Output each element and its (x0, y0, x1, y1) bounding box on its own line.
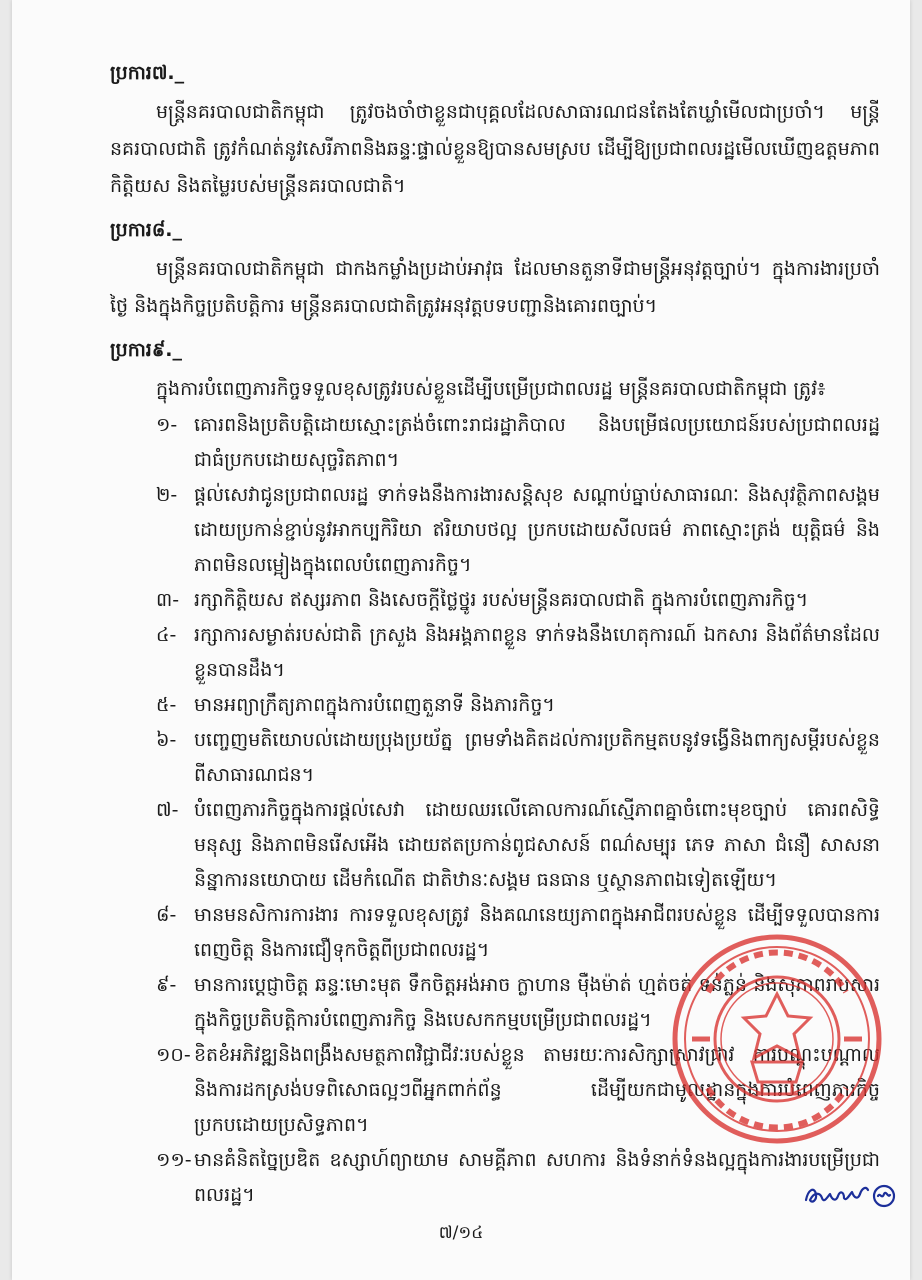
list-item: ១- គោរពនិងប្រតិបត្តិដោយស្មោះត្រង់ចំពោះរាជរដ្ឋាភិបាល និងបម្រើផលប្រយោជន៍របស់ប្រជាពលរដ្ឋជាធំប្រកបដោយសុច្ចរិតភាព។ (156, 414, 880, 471)
list-item: ២- ផ្តល់សេវាជូនប្រជាពលរដ្ឋ ទាក់ទងនឹងការងារសន្តិសុខ សណ្តាប់ធ្នាប់សាធារណៈ និងសុវត្ថិភាពសង្គម ដោយប្រកាន់ខ្ជាប់នូវអាកប្បកិរិយា ឥរិយាបថល្អ ប្រកបដោយសីលធម៌ ភាពស្មោះត្រង់ យុត្តិធម៌ និងភាពមិនលម្អៀងក្នុងពេលបំពេញភារកិច្ច។ (156, 484, 880, 576)
signature-icon (802, 1176, 902, 1212)
article-8-paragraph: មន្ត្រីនគរបាលជាតិកម្ពុជា ជាកងកម្លាំងប្រដាប់អាវុធ ដែលមានតួនាទីជាមន្ត្រីអនុវត្តច្បាប់។ ក្នុងការងារប្រចាំថ្ងៃ និងក្នុងកិច្ចប្រតិបត្តិការ មន្ត្រីនគរបាលជាតិត្រូវអនុវត្តបទបញ្ជានិងគោរពច្បាប់។ (110, 258, 880, 317)
official-seal-icon (670, 932, 884, 1146)
document-page (12, 0, 910, 1280)
article-9-intro: ក្នុងការបំពេញភារកិច្ចទទួលខុសត្រូវរបស់ខ្លួនដើម្បីបម្រើប្រជាពលរដ្ឋ មន្ត្រីនគរបាលជាតិកម្ពុជា ត្រូវ៖ (156, 378, 826, 400)
list-item: ៥- មានអព្យាក្រឹត្យភាពក្នុងការបំពេញតួនាទី និងភារកិច្ច។ (156, 694, 555, 716)
list-item: ៧- បំពេញភារកិច្ចក្នុងការផ្តល់សេវា ដោយឈរលើគោលការណ៍ស្មើភាពគ្នាចំពោះមុខច្បាប់ គោរពសិទ្ធិមនុស្ស និងភាពមិនរើសអើង ដោយឥតប្រកាន់ពូជសាសន៍ ពណ៌សម្បុរ ភេទ ភាសា ជំនឿ សាសនា និន្នាការនយោបាយ ដើមកំណើត ជាតិឋានៈសង្គម ធនធាន ឬស្ថានភាពឯទៀតឡើយ។ (156, 799, 880, 891)
page-number: ៧/១៤ (438, 1223, 484, 1243)
article-8-heading: ប្រការ៨._ (110, 219, 183, 241)
article-7-paragraph: មន្ត្រីនគរបាលជាតិកម្ពុជា ត្រូវចងចាំថាខ្លួនជាបុគ្គលដែលសាធារណជនតែងតែឃ្លាំមើលជាប្រចាំ។ មន្ត្រីនគរបាលជាតិ ត្រូវកំណត់នូវសេរីភាពនិងឆន្ទៈផ្ទាល់ខ្លួនឱ្យបានសមស្រប ដើម្បីឱ្យប្រជាពលរដ្ឋមើលឃើញឧត្តមភាព កិត្តិយស និងតម្លៃរបស់មន្ត្រីនគរបាលជាតិ។ (110, 101, 880, 197)
list-item: ៨- មានមនសិការការងារ ការទទួលខុសត្រូវ និងគណនេយ្យភាពក្នុងអាជីពរបស់ខ្លួន ដើម្បីទទួលបានការពេញចិត្ត និងការជឿទុកចិត្តពីប្រជាពលរដ្ឋ។ (156, 904, 880, 961)
list-item: ៤- រក្សាការសម្ងាត់របស់ជាតិ ក្រសួង និងអង្គភាពខ្លួន ទាក់ទងនឹងហេតុការណ៍ ឯកសារ និងព័ត៌មានដែលខ្លួនបានដឹង។ (156, 624, 880, 681)
list-item: ៦- បញ្ចេញមតិយោបល់ដោយប្រុងប្រយ័ត្ន ព្រមទាំងគិតដល់ការប្រតិកម្មតបនូវទង្វើនិងពាក្យសម្តីរបស់ខ្លួនពីសាធារណជន។ (156, 729, 880, 786)
article-7-heading: ប្រការ៧._ (110, 62, 185, 84)
list-item: ៣- រក្សាកិត្តិយស ឥស្សរភាព និងសេចក្តីថ្លៃថ្នូរ របស់មន្ត្រីនគរបាលជាតិ ក្នុងការបំពេញភារកិច្ច។ (156, 589, 809, 611)
list-item: ១១- មានគំនិតច្នៃប្រឌិត ឧស្សាហ៍ព្យាយាម សាមគ្គីភាព សហការ និងទំនាក់ទំនងល្អក្នុងការងារបម្រើប្រជាពលរដ្ឋ។ (156, 1149, 880, 1206)
list-item: ១០- ខិតខំអភិវឌ្ឍនិងពង្រឹងសមត្ថភាពវិជ្ជាជីវៈរបស់ខ្លួន តាមរយៈការសិក្សាស្រាវជ្រាវ ការបណ្តុះបណ្តាល និងការដកស្រង់បទពិសោធល្អៗពីអ្នកពាក់ព័ន្ធ ដើម្បីយកជាមូលដ្ឋានក្នុងការបំពេញភារកិច្ចប្រកបដោយប្រសិទ្ធភាព។ (156, 1044, 880, 1136)
list-item: ៩- មានការប្តេជ្ញាចិត្ត ឆន្ទៈមោះមុត ទឹកចិត្តអង់អាច ក្លាហាន ម៉ឺងម៉ាត់ ហ្មត់ចត់ ទន់ភ្លន់ និងសុភាពរាបសារ ក្នុងកិច្ចប្រតិបត្តិការបំពេញភារកិច្ច និងបេសកកម្មបម្រើប្រជាពលរដ្ឋ។ (156, 974, 880, 1031)
article-9-heading: ប្រការ៩._ (110, 339, 183, 361)
